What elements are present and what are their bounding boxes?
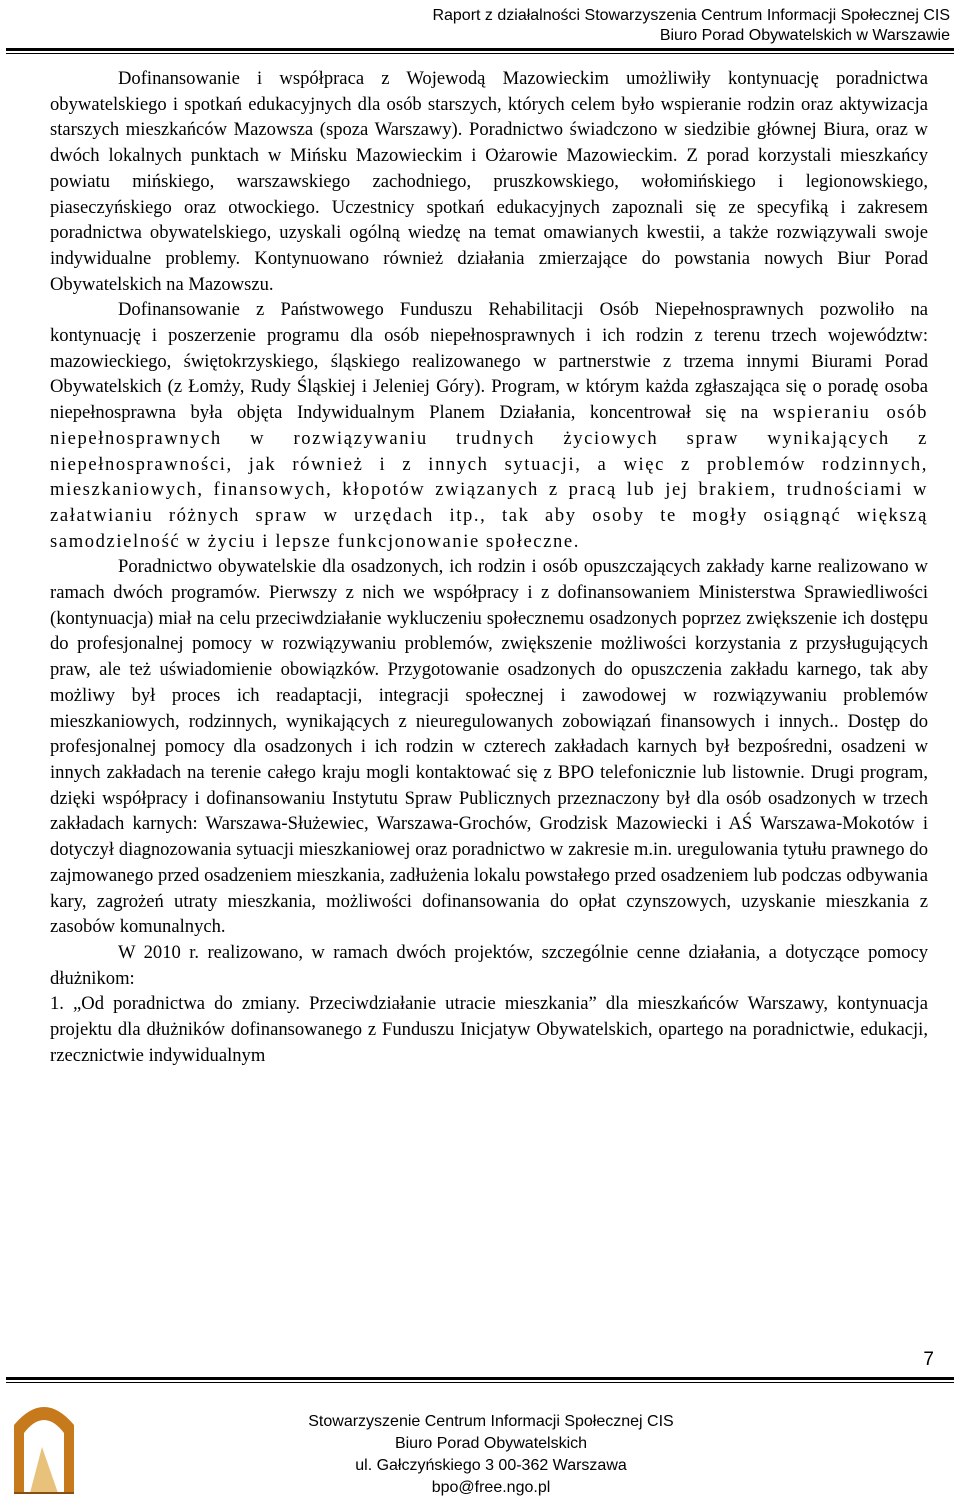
paragraph-pfron xyxy=(50,297,928,554)
paragraph-pfron-part1: Dofinansowanie z Państwowego Funduszu Rehabilitacji Osób Niepełnosprawnych pozwoliło na kontynuację i poszerzenie programu dla osób niepełnosprawnych i ich rodzin z terenu trzech województw: mazowieckiego, świętokrzyskiego, śląskiego realizowanego w partnerstwie z trzema innymi Biurami Porad Obywatelskich (z Łomży, Rudy Śląskiej i Jeleniej Góry). Program, w którym każda zgłaszająca się o poradę osoba niepełnosprawna była objęta Indywidualnym Planem Działania, koncentrował się na xyxy=(50,299,928,424)
list-item-1: 1. „Od poradnictwa do zmiany. Przeciwdziałanie utracie mieszkania” dla mieszkańców Warszawy, kontynuacja projektu dla dłużników dofinansowanego z Funduszu Inicjatyw Obywatelskich, opartego na poradnictwie, edukacji, rzecznictwie indywidualnym xyxy=(50,993,928,1066)
footer-rule-thin xyxy=(6,1382,954,1383)
header-office-name: Biuro Porad Obywatelskich w Warszawie xyxy=(659,27,950,44)
page-header xyxy=(10,6,950,46)
header-report-title: Raport z działalności Stowarzyszenia Centrum Informacji Społecznej CIS xyxy=(432,7,950,24)
page-footer xyxy=(0,1411,960,1499)
paragraph-mazowieckie: Dofinansowanie i współpraca z Wojewodą Mazowieckim umożliwiły kontynuację poradnictwa obywatelskiego i spotkań edukacyjnych dla osób starszych, których celem było wspieranie rodzin oraz aktywizacja starszych mieszkańców Mazowsza (spoza Warszawy). Poradnictwo świadczono w siedzibie głównej Biura, oraz w dwóch lokalnych punktach w Mińsku Mazowieckim i Ożarowie Mazowieckim. Z porad korzystali mieszkańcy powiatu mińskiego, warszawskiego zachodniego, pruszkowskiego, wołomińskiego i legionowskiego, piaseczyńskiego oraz otwockiego. Uczestnicy spotkań edukacyjnych zapoznali się ze specyfiką i zakresem poradnictwa obywatelskiego, uzyskali ogólną wiedzę na temat omawianych kwestii, a także rozwiązywali swoje indywidualne problemy. Kontynuowano również działania zmierzające do powstania nowych Biur Porad Obywatelskich na Mazowszu. xyxy=(50,68,928,295)
paragraph-prisoners: Poradnictwo obywatelskie dla osadzonych, ich rodzin i osób opuszczających zakłady karne realizowano w ramach dwóch programów. Pierwszy z nich we współpracy i z dofinansowaniem Ministerstwa Sprawiedliwości (kontynuacja) miał na celu przeciwdziałanie wykluczeniu społecznemu osadzonych poprzez zwiększenie ich dostępu do profesjonalnej pomocy w rozwiązywaniu problemów, zwiększenie możliwości korzystania z przysługujących praw, ale też uświadomienie obowiązków. Przygotowanie osadzonych do opuszczenia zakładu karnego, tak aby możliwy był proces ich readaptacji, integracji społecznej i zawodowej w rozwiązywaniu problemów mieszkaniowych, rodzinnych, wynikających z nieuregulowanych zobowiązań finansowych i innych.. Dostęp do profesjonalnej pomocy dla osadzonych i ich rodzin w czterech zakładach karnych był bezpośredni, osadzeni w innych zakładach na terenie całego kraju mogli kontaktować się z BPO telefonicznie lub listownie. Drugi program, dzięki współpracy i dofinansowaniu Instytutu Spraw Publicznych przeznaczony był dla osób osadzonych w trzech zakładach karnych: Warszawa-Służewiec, Warszawa-Grochów, Grodzisk Mazowiecki i AŚ Warszawa-Mokotów i dotyczył diagnozowania sytuacji mieszkaniowej oraz poradnictwo w zakresie m.in. uregulowania tytułu prawnego do zajmowanego przed osadzeniem mieszkania, zadłużenia lokalu powstałego przed osadzeniem lub podczas odbywania kary, zagrożeń utraty mieszkania, możliwości dofinansowania do opłat czynszowych, uzyskanie mieszkania z zasobów komunalnych. xyxy=(50,556,928,938)
footer-address: ul. Gałczyńskiego 3 00-362 Warszawa xyxy=(355,1457,627,1474)
body-text xyxy=(50,66,928,1068)
paragraph-pfron-part2: wspieraniu osób niepełnosprawnych w rozwiązywaniu trudnych życiowych spraw wynikających z niepełnosprawności, jak również i z innych sytuacji, a więc z problemów rodzinnych, mieszkaniowych, finansowych, kłopotów związanych z pracą lub jej brakiem, trudnościami w załatwianiu różnych spraw w urzędach itp., tak aby osoby te mogły osiągnąć większą samodzielność w życiu i lepsze funkcjonowanie społeczne. xyxy=(50,402,928,552)
footer-organization: Stowarzyszenie Centrum Informacji Społecznej CIS xyxy=(308,1413,674,1430)
footer-rule-thick xyxy=(6,1377,954,1380)
paragraph-debtors-intro: W 2010 r. realizowano, w ramach dwóch projektów, szczególnie cenne działania, a dotyczące pomocy dłużnikom: xyxy=(50,941,928,989)
header-rule-thin xyxy=(6,53,954,54)
footer-email: bpo@free.ngo.pl xyxy=(431,1479,551,1496)
header-rule-thick xyxy=(6,48,954,51)
footer-office: Biuro Porad Obywatelskich xyxy=(394,1435,588,1452)
page-number: 7 xyxy=(923,1349,934,1370)
